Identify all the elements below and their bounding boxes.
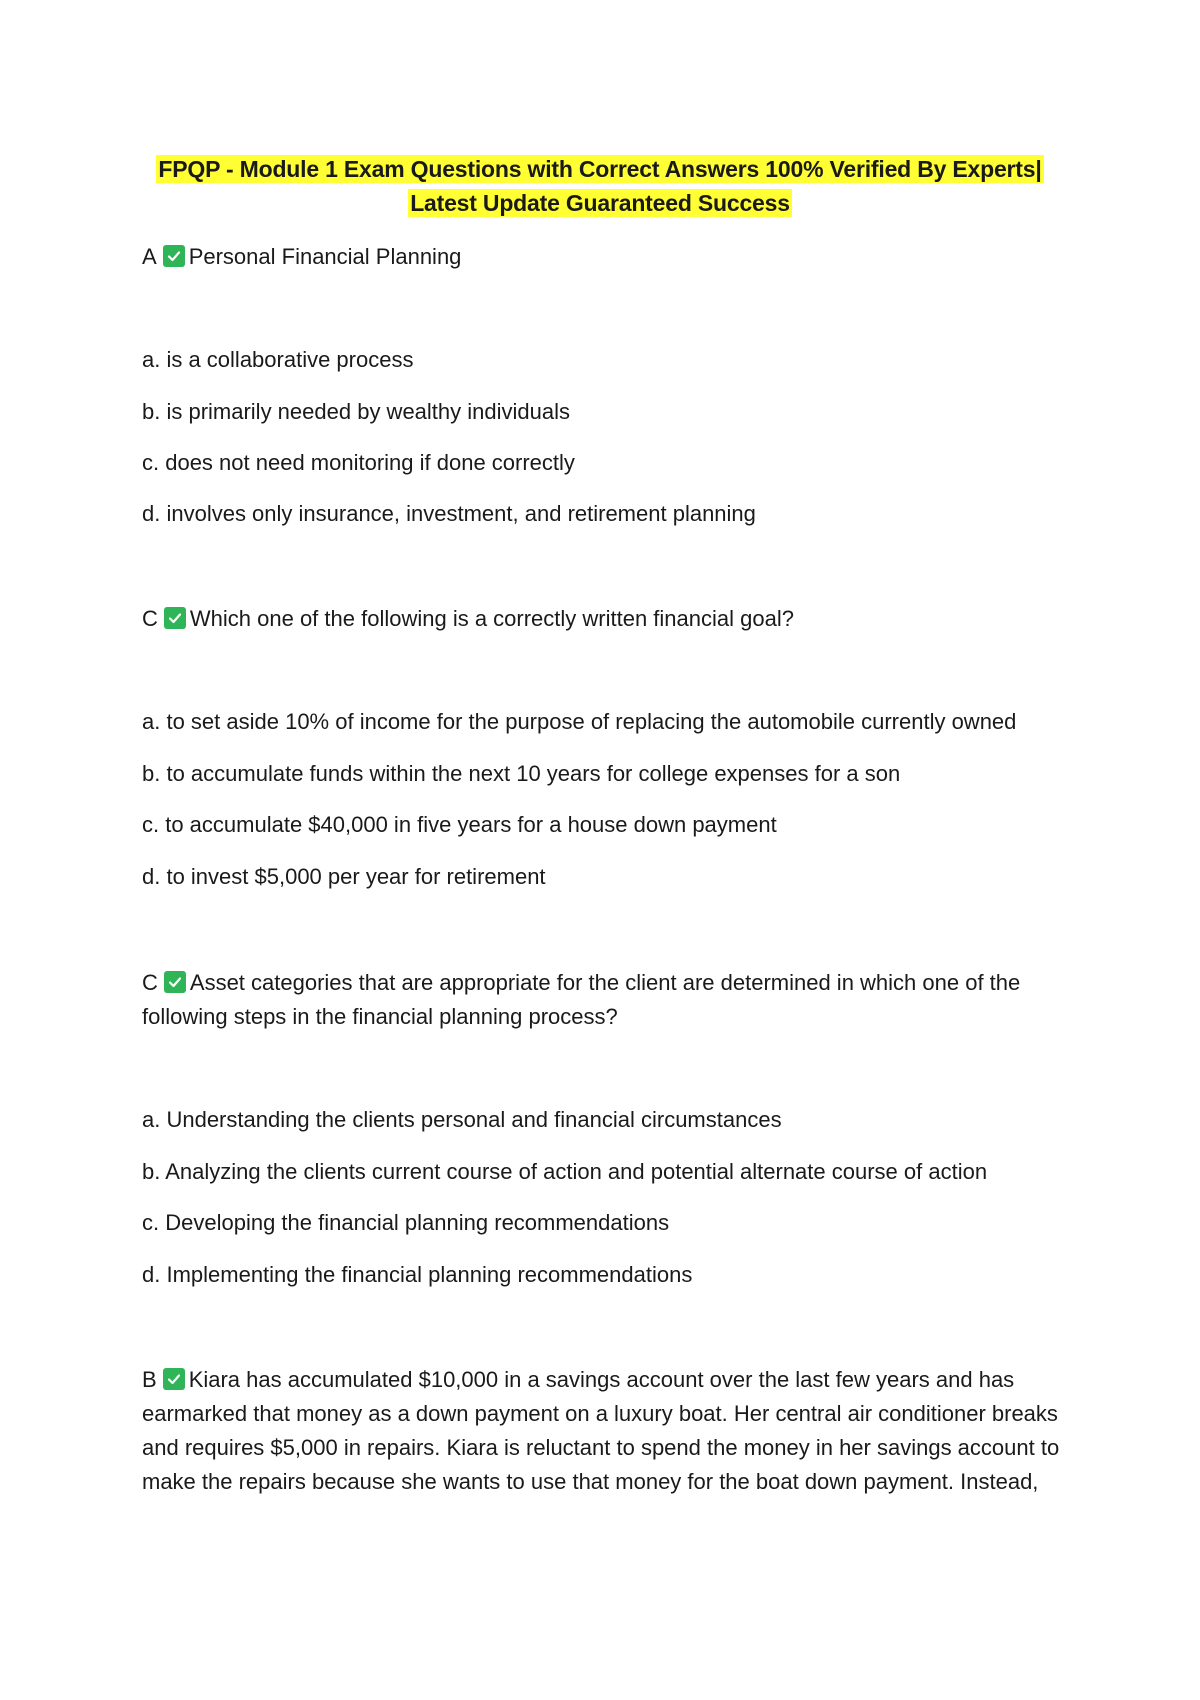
question-text: Personal Financial Planning bbox=[188, 244, 462, 269]
question-2 bbox=[142, 602, 794, 636]
document-title bbox=[150, 152, 1050, 220]
option-c: c. to accumulate $40,000 in five years for a house down payment bbox=[142, 812, 777, 837]
option-d: d. to invest $5,000 per year for retirement bbox=[142, 864, 546, 889]
option-d: d. involves only insurance, investment, and retirement planning bbox=[142, 501, 756, 526]
check-mark-icon bbox=[164, 607, 186, 629]
question-3 bbox=[142, 966, 1072, 1034]
answer-letter: C bbox=[142, 606, 158, 631]
question-text: Kiara has accumulated $10,000 in a savings account over the last few years and has earmarked that money as a down payment on a luxury boat. Her central air conditioner breaks and requires $5,000 in repairs. Kiara is reluctant to spend the money in her savings account to make the repairs because she wants to use that money for the boat down payment. Instead, bbox=[142, 1367, 1060, 1494]
option-b: b. is primarily needed by wealthy individuals bbox=[142, 399, 570, 424]
question-text: Asset categories that are appropriate for the client are determined in which one of the following steps in the financial planning process? bbox=[142, 970, 1021, 1029]
question-4 bbox=[142, 1363, 1072, 1499]
answer-letter: C bbox=[142, 970, 158, 995]
option-a: a. is a collaborative process bbox=[142, 347, 414, 372]
option-a: a. Understanding the clients personal and financial circumstances bbox=[142, 1107, 782, 1132]
answer-letter: B bbox=[142, 1367, 157, 1392]
check-mark-icon bbox=[163, 245, 185, 267]
option-c: c. Developing the financial planning recommendations bbox=[142, 1210, 670, 1235]
option-b: b. to accumulate funds within the next 10 years for college expenses for a son bbox=[142, 761, 901, 786]
question-text: Which one of the following is a correctly written financial goal? bbox=[189, 606, 794, 631]
title-highlight: FPQP - Module 1 Exam Questions with Correct Answers 100% Verified By Experts| Latest Update Guaranteed Success bbox=[158, 156, 1042, 216]
check-mark-icon bbox=[163, 1368, 185, 1390]
answer-letter: A bbox=[142, 244, 157, 269]
option-a: a. to set aside 10% of income for the purpose of replacing the automobile currently owned bbox=[142, 709, 1017, 734]
option-b: b. Analyzing the clients current course of action and potential alternate course of action bbox=[142, 1159, 988, 1184]
option-d: d. Implementing the financial planning recommendations bbox=[142, 1262, 693, 1287]
option-c: c. does not need monitoring if done correctly bbox=[142, 450, 575, 475]
question-1 bbox=[142, 240, 461, 274]
check-mark-icon bbox=[164, 971, 186, 993]
